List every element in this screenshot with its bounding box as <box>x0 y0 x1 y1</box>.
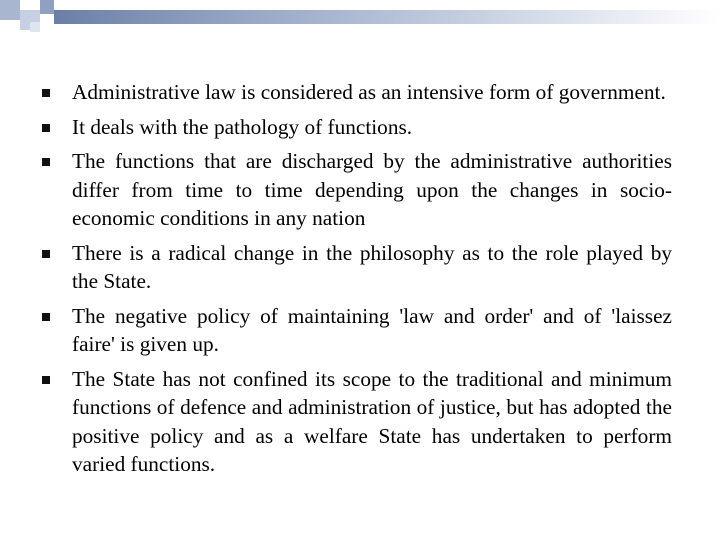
bullet-text: It deals with the pathology of functions. <box>72 114 413 139</box>
bullet-item <box>40 239 672 296</box>
slide-content <box>40 78 672 485</box>
square-bullet-icon <box>42 124 50 132</box>
bullet-item <box>40 78 672 107</box>
bullet-item <box>40 365 672 479</box>
bullet-text: The State has not confined its scope to the traditional and minimum functions of defence and administration of justice, but has adopted the positive policy and as a welfare State has undertaken to perform varied functions. <box>72 366 672 476</box>
bullet-text: There is a radical change in the philosophy as to the role played by the State. <box>72 240 672 293</box>
bullet-item <box>40 113 672 142</box>
bullet-text: The negative policy of maintaining 'law and order' and of 'laissez faire' is given up. <box>72 303 672 356</box>
header-gradient-bar <box>54 10 720 24</box>
square-bullet-icon <box>42 89 50 97</box>
bullet-text: The functions that are discharged by the administrative authorities differ from time to time depending upon the changes in socio-economic conditions in any nation <box>72 149 672 230</box>
square-bullet-icon <box>42 376 50 384</box>
decorative-square <box>30 22 40 32</box>
decorative-square <box>40 0 54 14</box>
bullet-text: Administrative law is considered as an intensive form of government. <box>72 80 666 104</box>
bullet-item <box>40 302 672 359</box>
square-bullet-icon <box>42 250 50 258</box>
square-bullet-icon <box>42 313 50 321</box>
bullet-list <box>40 78 672 479</box>
square-bullet-icon <box>42 158 50 166</box>
bullet-item <box>40 147 672 233</box>
decorative-square <box>0 0 20 20</box>
